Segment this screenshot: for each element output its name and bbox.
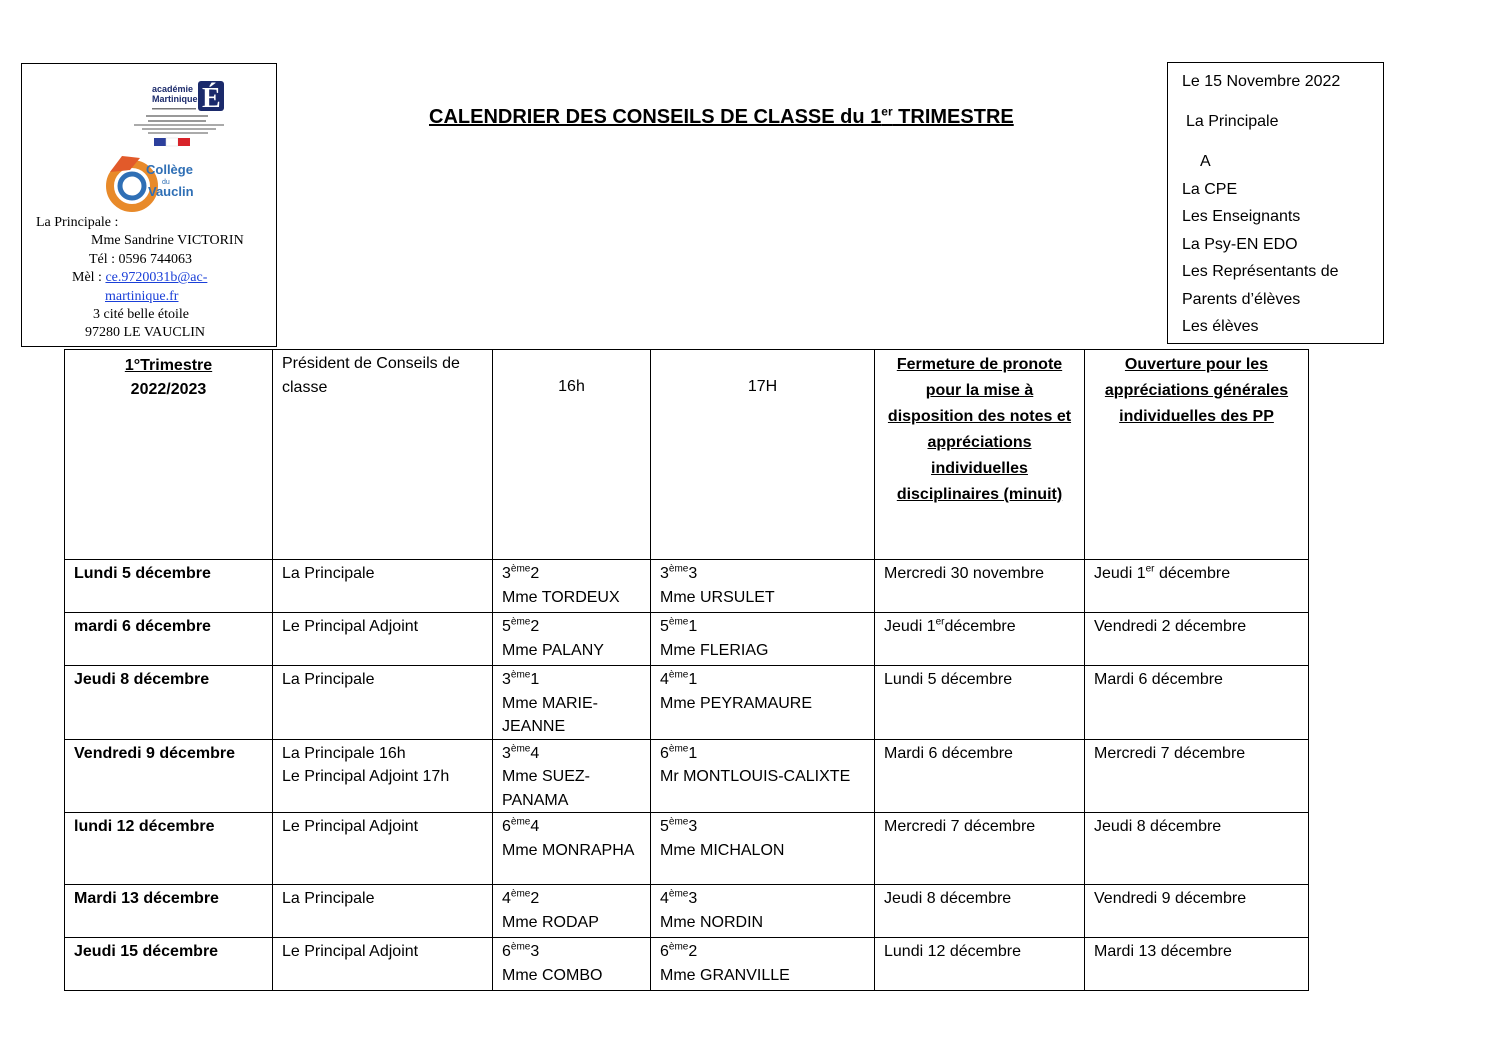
header-17h: 17H: [651, 350, 875, 560]
school-address-street: 3 cité belle étoile: [93, 307, 190, 323]
row-closing: Jeudi 1erdécembre: [875, 613, 1085, 666]
letter-date: Le 15 Novembre 2022: [1182, 73, 1341, 90]
row-closing: Mercredi 7 décembre: [875, 813, 1085, 885]
row-16h: 3ème1 Mme MARIE-JEANNE: [493, 666, 651, 740]
table-row: [65, 885, 1309, 938]
schedule-table: [64, 349, 1309, 991]
table-row: [65, 666, 1309, 740]
recipient-students: Les élèves: [1182, 318, 1259, 335]
row-closing: Mardi 6 décembre: [875, 739, 1085, 813]
svg-text:académie: académie: [152, 84, 194, 94]
school-email-line1: [22, 269, 278, 287]
row-closing: Lundi 5 décembre: [875, 666, 1085, 740]
header-opening: Ouverture pour les appréciations générales individuelles des PP: [1085, 350, 1309, 560]
row-day: Jeudi 15 décembre: [65, 938, 273, 991]
header-president: Président de Conseils de classe: [273, 350, 493, 560]
row-opening: Mardi 13 décembre: [1085, 938, 1309, 991]
row-day: Vendredi 9 décembre: [65, 739, 273, 813]
svg-text:Martinique: Martinique: [152, 94, 198, 104]
row-president: Le Principal Adjoint: [273, 813, 493, 885]
recipient-psy: La Psy-EN EDO: [1182, 236, 1298, 253]
svg-text:du: du: [162, 179, 170, 186]
recipient-teachers: Les Enseignants: [1182, 208, 1301, 225]
letter-to: A: [1200, 153, 1211, 170]
row-president: La Principale 16h Le Principal Adjoint 17h: [273, 739, 493, 813]
row-closing: Jeudi 8 décembre: [875, 885, 1085, 938]
school-email-link[interactable]: ce.9720031b@ac-: [105, 270, 208, 286]
row-president: La Principale: [273, 560, 493, 613]
table-row: [65, 813, 1309, 885]
row-16h: 3ème2 Mme TORDEUX: [493, 560, 651, 613]
row-16h: 6ème4 Mme MONRAPHA: [493, 813, 651, 885]
header-trimester: 1°Trimestre 2022/2023: [65, 350, 273, 560]
recipient-parents: Parents d’élèves: [1182, 291, 1301, 308]
table-header-row: [65, 350, 1309, 560]
row-17h: 4ème3 Mme NORDIN: [651, 885, 875, 938]
row-day: Jeudi 8 décembre: [65, 666, 273, 740]
row-closing: Lundi 12 décembre: [875, 938, 1085, 991]
page-title: CALENDRIER DES CONSEILS DE CLASSE du 1er TRIMESTRE: [429, 104, 1014, 128]
table-row: [65, 560, 1309, 613]
row-opening: Mardi 6 décembre: [1085, 666, 1309, 740]
principal-name: Mme Sandrine VICTORIN: [91, 233, 244, 249]
school-header-box: [21, 63, 277, 347]
row-president: La Principale: [273, 885, 493, 938]
table-row: [65, 613, 1309, 666]
row-16h: 6ème3 Mme COMBO: [493, 938, 651, 991]
header-closing: Fermeture de pronote pour la mise à disposition des notes et appréciations individuelles disciplinaires (minuit): [875, 350, 1085, 560]
row-president: La Principale: [273, 666, 493, 740]
row-opening: Vendredi 2 décembre: [1085, 613, 1309, 666]
row-opening: Mercredi 7 décembre: [1085, 739, 1309, 813]
svg-text:Collège: Collège: [146, 162, 193, 177]
row-17h: 3ème3 Mme URSULET: [651, 560, 875, 613]
row-opening: Jeudi 1er décembre: [1085, 560, 1309, 613]
svg-text:É: É: [202, 83, 221, 114]
school-email-link-cont[interactable]: martinique.fr: [105, 288, 179, 304]
table-row: [65, 739, 1309, 813]
row-day: Mardi 13 décembre: [65, 885, 273, 938]
email-label: Mèl :: [72, 270, 102, 286]
row-17h: 5ème3 Mme MICHALON: [651, 813, 875, 885]
recipients-box: [1167, 62, 1384, 344]
row-opening: Vendredi 9 décembre: [1085, 885, 1309, 938]
row-16h: 3ème4 Mme SUEZ-PANAMA: [493, 739, 651, 813]
college-vauclin-logo: [100, 152, 210, 216]
letter-sender: La Principale: [1186, 113, 1279, 130]
row-16h: 5ème2 Mme PALANY: [493, 613, 651, 666]
school-email-line2: [22, 288, 278, 306]
school-phone: Tél : 0596 744063: [89, 251, 193, 267]
row-day: Lundi 5 décembre: [65, 560, 273, 613]
table-row: [65, 938, 1309, 991]
row-day: mardi 6 décembre: [65, 613, 273, 666]
row-17h: 6ème1 Mr MONTLOUIS-CALIXTE: [651, 739, 875, 813]
row-president: Le Principal Adjoint: [273, 938, 493, 991]
row-closing: Mercredi 30 novembre: [875, 560, 1085, 613]
svg-text:Vauclin: Vauclin: [148, 184, 194, 199]
row-opening: Jeudi 8 décembre: [1085, 813, 1309, 885]
row-16h: 4ème2 Mme RODAP: [493, 885, 651, 938]
row-17h: 4ème1 Mme PEYRAMAURE: [651, 666, 875, 740]
recipient-cpe: La CPE: [1182, 181, 1238, 198]
principal-label: La Principale :: [36, 215, 119, 230]
recipient-representatives: Les Représentants de: [1182, 263, 1339, 280]
row-day: lundi 12 décembre: [65, 813, 273, 885]
header-16h: 16h: [493, 350, 651, 560]
row-17h: 5ème1 Mme FLERIAG: [651, 613, 875, 666]
row-president: Le Principal Adjoint: [273, 613, 493, 666]
academie-martinique-logo: [94, 78, 254, 154]
school-contact: [22, 214, 278, 343]
row-17h: 6ème2 Mme GRANVILLE: [651, 938, 875, 991]
school-address-city: 97280 LE VAUCLIN: [85, 325, 206, 341]
